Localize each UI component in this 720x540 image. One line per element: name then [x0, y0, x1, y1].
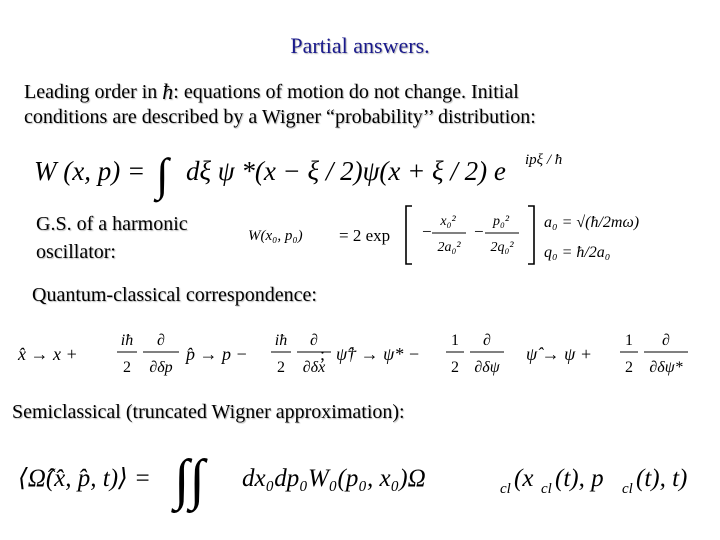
- frac1-den: 2a₀²: [437, 240, 461, 255]
- twa-args-3: (t), t): [636, 465, 688, 492]
- gs-label-line-2: oscillator:: [36, 241, 116, 263]
- psi-map: ψ̂ → ψ +: [526, 344, 593, 364]
- a0-definition: a₀ = √(ħ/2mω): [544, 214, 640, 231]
- integral-sign: ∫: [156, 149, 169, 200]
- x-frac-ih: iħ: [120, 332, 134, 349]
- psidag-map: ψ̂† → ψ* −: [336, 344, 421, 364]
- frac2-num: p₀²: [492, 214, 510, 229]
- semicolon: ;: [320, 344, 326, 364]
- x-partial: ∂: [157, 332, 165, 349]
- intro-line-2: conditions are described by a Wigner “probability’’ distribution:: [24, 106, 536, 128]
- psi-partial: ∂: [662, 332, 670, 349]
- twa-args-1: (x: [514, 465, 534, 492]
- psidag-frac-2: 2: [451, 359, 459, 376]
- gs-label-line-1: G.S. of a harmonic: [36, 213, 188, 235]
- wigner-equation: [20, 138, 580, 206]
- twa-args-2: (t), p: [555, 465, 604, 492]
- p-map: p̂ → p −: [186, 344, 248, 364]
- psi-d-dpsistar: ∂δψ*: [649, 359, 683, 376]
- psidag-d-dpsi: ∂δψ: [474, 359, 500, 376]
- wigner-integrand: dξ ψ *(x − ξ / 2)ψ(x + ξ / 2) e: [186, 156, 506, 186]
- x-frac-2: 2: [123, 359, 131, 376]
- intro-line-1: [24, 78, 519, 104]
- frac2-den: 2q₀²: [490, 240, 514, 255]
- correspondence-equations: [14, 316, 708, 386]
- psidag-frac-1: 1: [451, 332, 459, 349]
- minus-sign-2: −: [474, 222, 484, 241]
- twa-equation: [14, 436, 708, 518]
- intro-line1-after: : equations of motion do not change. Initial: [173, 81, 519, 103]
- ground-state-equation: [244, 200, 704, 272]
- x-map: x̂ → x +: [18, 344, 78, 364]
- left-bracket: [406, 206, 412, 264]
- p-frac-ih: iħ: [274, 332, 288, 349]
- x-d-dp: ∂δp: [149, 359, 173, 376]
- psidag-partial: ∂: [483, 332, 491, 349]
- hbar-symbol: ħ: [162, 79, 174, 104]
- p-frac-2: 2: [277, 359, 285, 376]
- psi-frac-2: 2: [625, 359, 633, 376]
- twa-lhs: ⟨Ω̂(x̂, p̂, t)⟩ =: [18, 465, 151, 492]
- psi-frac-1: 1: [625, 332, 633, 349]
- p-d-dx: ∂δx: [302, 359, 326, 376]
- q0-definition: q₀ = ħ/2a₀: [544, 244, 611, 261]
- minus-sign: −: [422, 222, 432, 241]
- intro-line1-before: Leading order in: [24, 81, 158, 103]
- twa-sub-cl-1: cl: [500, 481, 511, 497]
- wigner-exponent: ipξ / ħ: [525, 152, 563, 168]
- semiclassical-label: Semiclassical (truncated Wigner approximation):: [12, 401, 405, 423]
- frac1-num: x₀²: [440, 214, 456, 229]
- right-bracket: [528, 206, 534, 264]
- p-partial: ∂: [310, 332, 318, 349]
- slide-title: Partial answers.: [290, 33, 430, 58]
- gs-equals-two-exp: = 2 exp: [339, 226, 391, 245]
- twa-rhs: dx₀dp₀W₀(p₀, x₀)Ω: [242, 465, 426, 492]
- wigner-lhs: W (x, p) =: [34, 156, 146, 186]
- correspondence-label: Quantum-classical correspondence:: [32, 284, 317, 306]
- double-integral: ∫∫: [174, 449, 205, 511]
- twa-sub-cl-2: cl: [541, 481, 552, 497]
- gs-lhs: W(x₀, p₀): [248, 228, 303, 244]
- twa-sub-cl-3: cl: [622, 481, 633, 497]
